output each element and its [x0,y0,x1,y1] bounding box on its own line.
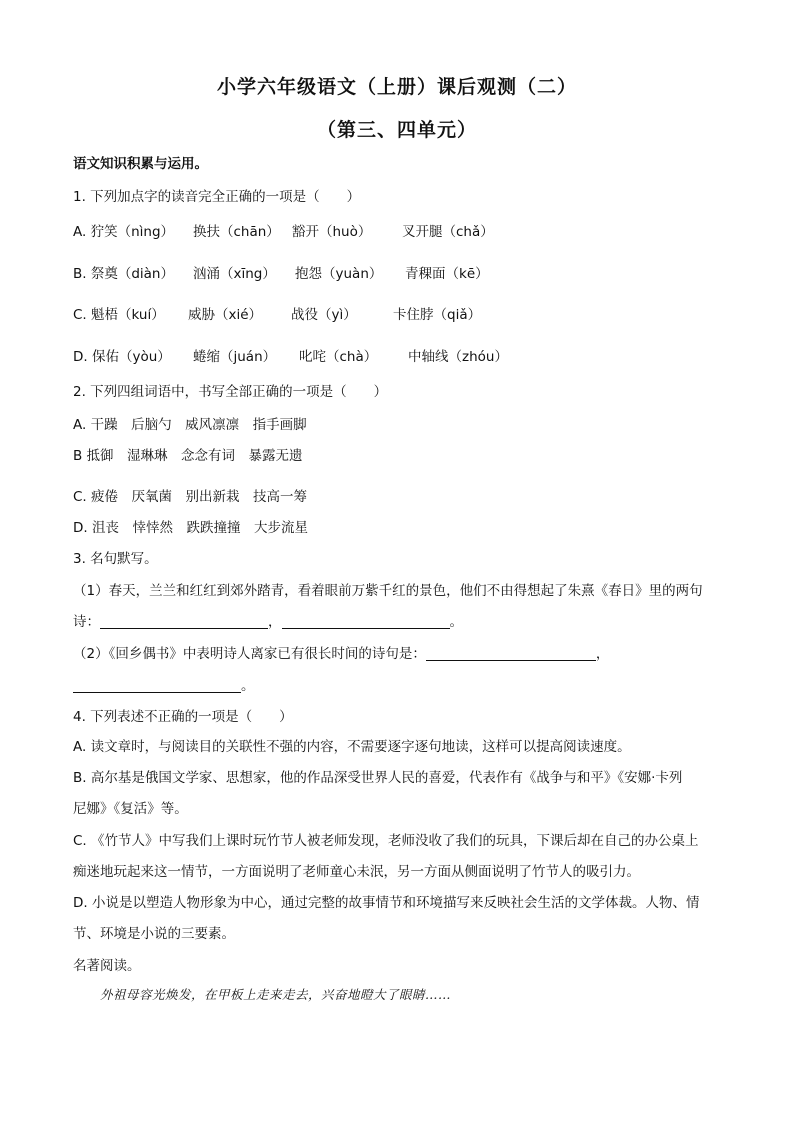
q1-d-1: D. 保佑（yòu） [73,349,171,365]
answer-blank-2[interactable] [282,614,450,629]
q1-a-3: 豁开（huò） [292,224,372,240]
page-subtitle: （第三、四单元） [316,119,477,141]
q1-a-4: 叉开腿（chǎ） [402,224,494,240]
section-heading-knowledge: 语文知识积累与运用。 [73,156,208,172]
q2-option-b[interactable]: B 抵御 湿琳琳 念念有词 暴露无遗 [73,448,303,464]
q4-option-d-line1[interactable]: D. 小说是以塑造人物形象为中心，通过完整的故事情节和环境描写来反映社会生活的文学体裁。人物、情 [73,895,700,911]
q3-part2-answer-line [73,674,255,694]
excerpt-text: 外祖母容光焕发，在甲板上走来走去，兴奋地瞪大了眼睛…… [100,987,452,1002]
q4-option-b-line2: 尼娜》《复活》等。 [73,801,188,817]
q1-b-3: 抱怨（yuàn） [295,266,383,282]
q2-option-a[interactable]: A. 干躁 后脑勺 威风凛凛 指手画脚 [73,417,307,433]
q2-option-c[interactable]: C. 疲倦 厌氧菌 别出新栽 技高一筹 [73,489,308,505]
q1-d-4: 中轴线（zhóu） [408,349,508,365]
q4-option-c-line1[interactable]: C. 《竹节人》中写我们上课时玩竹节人被老师发现，老师没收了我们的玩具，下课后却在自己的办公桌上 [73,833,699,849]
section-heading-reading: 名著阅读。 [73,958,141,974]
answer-blank-1[interactable] [100,614,268,629]
q3-part2-comma: ， [595,646,610,662]
q4-stem: 4. 下列表述不正确的一项是（ ） [73,709,293,725]
q1-d-3: 叱咤（chà） [299,349,378,365]
answer-blank-3[interactable] [426,646,596,661]
q1-c-1: C. 魁梧（kuí） [73,307,165,323]
q3-part2-prompt: （2）《回乡偶书》中表明诗人离家已有很长时间的诗句是： [73,646,426,662]
q3-part1-answer-line [73,610,463,630]
q4-option-a[interactable]: A. 读文章时，与阅读目的关联性不强的内容，不需要逐字逐句地读，这样可以提高阅读速度。 [73,739,631,755]
q1-b-2: 汹涌（xīng） [193,266,276,282]
q1-c-4: 卡住脖（qiǎ） [393,307,482,323]
q2-option-d[interactable]: D. 沮丧 悻悻然 跌跌撞撞 大步流星 [73,520,308,536]
q4-option-b-line1[interactable]: B. 高尔基是俄国文学家、思想家，他的作品深受世界人民的喜爱，代表作有《战争与和平》《安娜·卡列 [73,770,683,786]
q1-b-4: 青稞面（kē） [405,266,489,282]
q3-part1-text: （1）春天，兰兰和红红到郊外踏青，看着眼前万紫千红的景色，他们不由得想起了朱熹《春日》里的两句 [73,583,703,599]
q3-part1-prefix: 诗： [73,614,100,630]
q1-b-1: B. 祭奠（diàn） [73,266,174,282]
q1-a-1: A. 狞笑（nìng） [73,224,175,240]
q1-option-d[interactable] [73,345,508,365]
q1-option-a[interactable] [73,220,494,240]
q3-period: 。 [449,614,463,630]
q1-c-3: 战役（yì） [291,307,357,323]
q1-c-2: 威胁（xié） [188,307,263,323]
q3-stem: 3. 名句默写。 [73,551,158,567]
answer-blank-4[interactable] [73,678,241,693]
q1-option-b[interactable] [73,262,489,282]
page-title: 小学六年级语文（上册）课后观测（二） [216,76,577,98]
q2-stem: 2. 下列四组词语中，书写全部正确的一项是（ ） [73,384,388,400]
q1-option-c[interactable] [73,303,481,323]
q1-d-2: 蜷缩（juán） [193,349,277,365]
q3-comma: ， [268,614,282,630]
q3-part2-text [73,642,609,662]
q3-part2-period: 。 [241,678,255,694]
q4-option-c-line2: 痴迷地玩起来这一情节，一方面说明了老师童心未泯，另一方面从侧面说明了竹节人的吸引力。 [73,864,640,880]
q4-option-d-line2: 节、环境是小说的三要素。 [73,926,235,942]
q1-stem: 1. 下列加点字的读音完全正确的一项是（ ） [73,189,361,205]
q1-a-2: 换扶（chān） [193,224,280,240]
